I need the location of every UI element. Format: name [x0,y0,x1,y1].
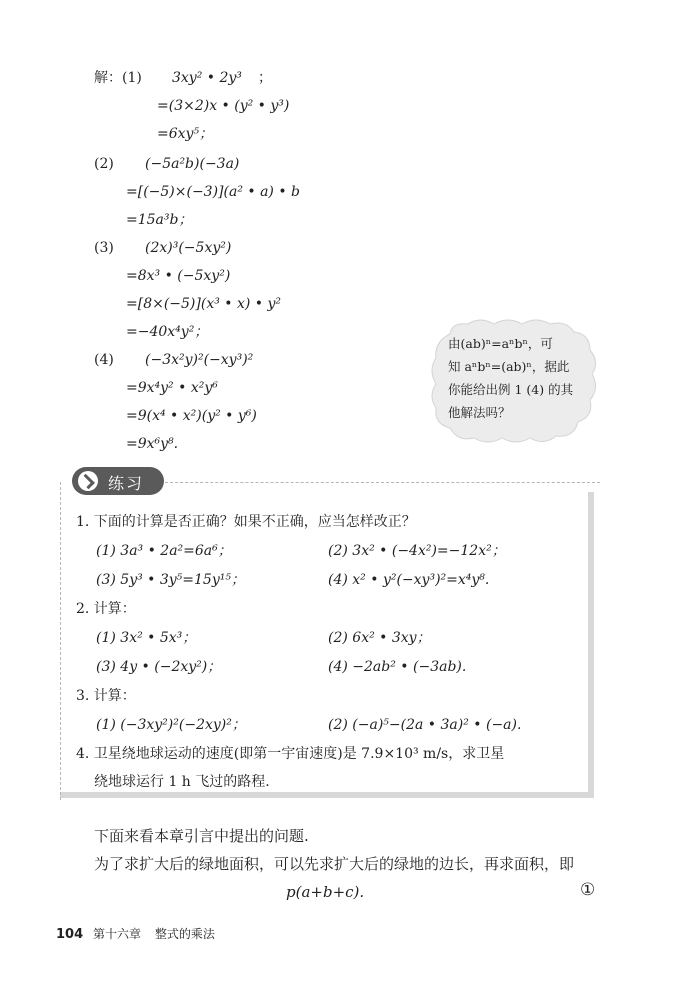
solution-1-line-3: =6xy⁵； [157,126,214,142]
cloud-line-4: 他解法吗？ [448,405,511,420]
solution-4-line-2: =9x⁴y² • x²y⁶ [126,380,218,396]
solution-1-line-1-end: ； [258,70,272,86]
formula-number: ① [580,880,596,900]
check-icon [78,471,98,491]
exercise-q2-d: (4) −2ab² • (−3ab). [328,659,467,675]
solution-2-line-1: (−5a²b)(−3a) [145,156,240,172]
solution-label: 解：(1) [94,70,142,86]
cloud-line-2: 知 aⁿbⁿ=(ab)ⁿ，据此 [448,359,570,374]
exercise-q2-c: (3) 4y • (−2xy²)； [96,659,222,675]
cloud-line-1: 由(ab)ⁿ=aⁿbⁿ，可 [448,336,553,351]
solution-3-line-3: =[8×(−5)](x³ • x) • y² [126,296,282,312]
body-paragraph-1: 下面来看本章引言中提出的问题. [94,827,309,845]
solution-2-label: (2) [94,156,114,172]
section-label: 整式的乘法 [154,927,215,941]
solution-3-line-1: (2x)³(−5xy²) [145,240,232,256]
exercise-q1-b: (2) 3x² • (−4x²)=−12x²； [328,543,506,559]
exercise-title: 练习 [108,474,145,493]
exercise-box-left-border [60,482,61,800]
exercise-q3-a: (1) (−3xy²)²(−2xy)²； [96,717,246,733]
solution-4-line-4: =9x⁶y⁸. [126,436,179,452]
solution-4-line-1: (−3x²y)²(−xy³)² [145,352,254,368]
exercise-q2-b: (2) 6x² • 3xy； [328,630,431,646]
solution-3-label: (3) [94,240,114,256]
page-number: 104 [56,927,84,942]
solution-1-line-1: 3xy² • 2y³ [172,70,242,86]
exercise-q1: 1. 下面的计算是否正确？如果不正确，应当怎样改正？ [76,514,416,530]
solution-4-line-3: =9(x⁴ • x²)(y² • y⁶) [126,408,257,424]
cloud-line-3: 你能给出例 1 (4) 的其 [448,382,574,397]
solution-4-label: (4) [94,352,114,368]
exercise-q2: 2. 计算： [76,601,136,617]
exercise-q1-a: (1) 3a³ • 2a²=6a⁶； [96,543,232,559]
exercise-header [72,467,164,495]
solution-2-line-3: =15a³b； [126,212,193,228]
solution-2-line-2: =[(−5)×(−3)](a² • a) • b [126,184,301,200]
exercise-q1-d: (4) x² • y²(−xy³)²=x⁴y⁸. [328,572,490,588]
exercise-box-top-border [155,482,600,483]
body-paragraph-2: 为了求扩大后的绿地面积，可以先求扩大后的绿地的边长，再求面积，即 [94,855,575,873]
exercise-q3: 3. 计算： [76,688,136,704]
solution-1-line-2: =(3×2)x • (y² • y³) [157,98,290,114]
exercise-q3-b: (2) (−a)⁵−(2a • 3a)² • (−a). [328,717,522,733]
exercise-q2-a: (1) 3x² • 5x³； [96,630,197,646]
exercise-q4-line-2: 绕地球运行 1 h 飞过的路程. [94,774,270,790]
chapter-label: 第十六章 [92,927,141,941]
solution-3-line-2: =8x³ • (−5xy²) [126,268,231,284]
solution-3-line-4: =−40x⁴y²； [126,324,209,340]
exercise-q1-c: (3) 5y³ • 3y⁵=15y¹⁵； [96,572,245,588]
thought-cloud [428,318,600,446]
exercise-q4-line-1: 4. 卫星绕地球运动的速度(即第一宇宙速度)是 7.9×10³ m/s，求卫星 [76,746,505,762]
formula: p(a+b+c). [286,883,365,901]
page-footer [56,925,215,942]
